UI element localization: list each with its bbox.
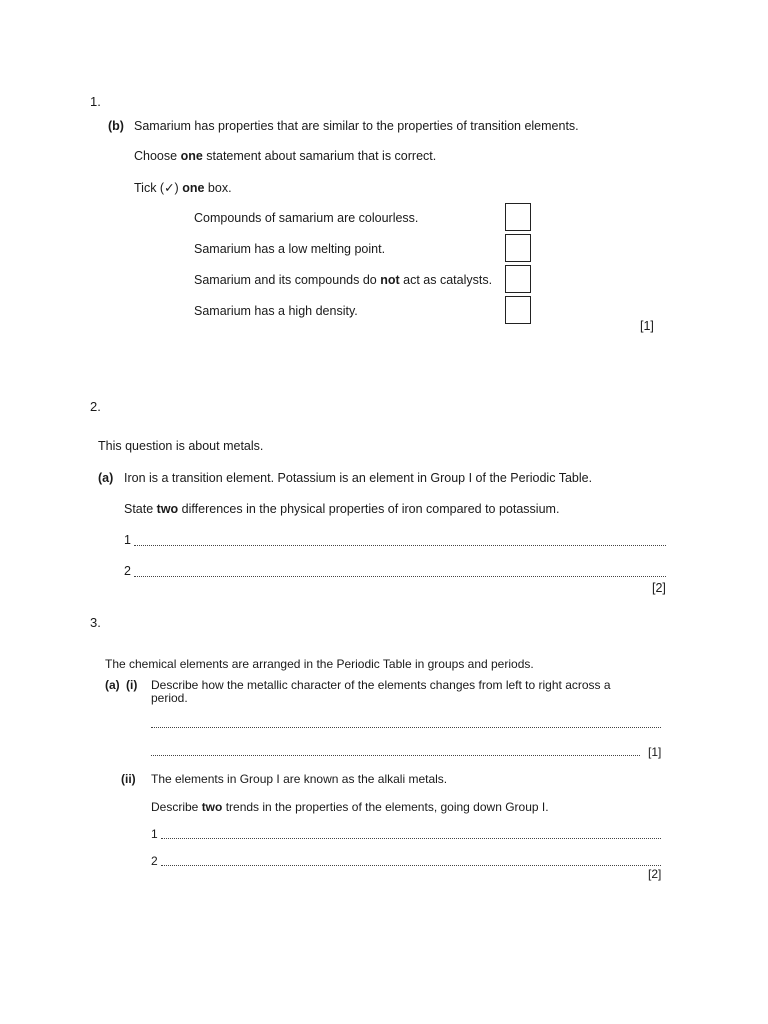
q1-instruction-text-a: Choose <box>134 149 181 163</box>
option-text: Samarium has a high density. <box>194 304 358 318</box>
q2-part-text: Iron is a transition element. Potassium is an element in Group I of the Periodic Table. <box>124 471 593 485</box>
q3-line-1-label: 1 <box>151 827 158 841</box>
q1-option-2 <box>194 242 385 256</box>
q1-instruction-text-b: statement about samarium that is correct. <box>202 149 437 163</box>
q1-tick-box-3[interactable] <box>505 265 531 293</box>
q3-part-label: (a) <box>105 678 120 692</box>
q3-sub-i-answer-line-2[interactable] <box>151 755 640 756</box>
q3-sub-i-text-1: Describe how the metallic character of the elements changes from left to right across a <box>151 678 611 692</box>
q2-answer-line-2[interactable] <box>134 576 666 577</box>
q3-intro: The chemical elements are arranged in the Periodic Table in groups and periods. <box>105 657 534 671</box>
q3-sub-ii-text: The elements in Group I are known as the alkali metals. <box>151 772 448 786</box>
q1-tick-text-a: Tick (✓) <box>134 181 183 195</box>
q3-number: 3. <box>90 615 101 630</box>
q3-describe-text-a: Describe <box>151 800 202 814</box>
q3-sub-i-answer-line-1[interactable] <box>151 727 661 728</box>
q1-marks: [1] <box>640 319 654 333</box>
q1-tick-text-b: box. <box>204 181 232 195</box>
q2-state-text-a: State <box>124 502 157 516</box>
q3-line-2-label: 2 <box>151 854 158 868</box>
q2-state-text-b: differences in the physical properties of iron compared to potassium. <box>178 502 560 516</box>
q3-describe-instruction <box>151 800 549 814</box>
q3-sub-i-marks: [1] <box>648 745 662 759</box>
q3-sub-ii-answer-line-2[interactable] <box>161 865 661 866</box>
q1-instruction-bold: one <box>180 149 203 163</box>
q1-instruction <box>134 149 436 163</box>
q1-option-4 <box>194 304 358 318</box>
option-text: Compounds of samarium are colourless. <box>194 211 419 225</box>
q3-sub-ii-answer-line-1[interactable] <box>161 838 661 839</box>
q2-line-2-label: 2 <box>124 564 131 578</box>
q3-describe-bold: two <box>201 800 223 814</box>
q2-answer-line-1[interactable] <box>134 545 666 546</box>
q3-marks: [2] <box>648 867 662 881</box>
q1-part-label: (b) <box>108 119 124 133</box>
q3-sub-ii-label: (ii) <box>121 772 136 786</box>
q1-tick-instruction <box>134 180 232 195</box>
q3-describe-text-b: trends in the properties of the elements, going down Group I. <box>222 800 549 814</box>
q2-state-instruction <box>124 502 559 516</box>
q2-line-1-label: 1 <box>124 533 131 547</box>
q2-part-label: (a) <box>98 471 114 485</box>
q1-tick-box-4[interactable] <box>505 296 531 324</box>
q2-state-bold: two <box>156 502 179 516</box>
q2-intro: This question is about metals. <box>98 439 264 453</box>
q1-intro: Samarium has properties that are similar to the properties of transition elements. <box>134 119 579 133</box>
q3-sub-i-text-2: period. <box>151 691 188 705</box>
q2-number: 2. <box>90 399 101 414</box>
q2-marks: [2] <box>652 581 666 595</box>
option-text-b: act as catalysts. <box>399 273 493 287</box>
option-text-bold: not <box>380 273 400 287</box>
option-text-a: Samarium and its compounds do <box>194 273 381 287</box>
option-text: Samarium has a low melting point. <box>194 242 386 256</box>
q1-number: 1. <box>90 94 101 109</box>
q3-sub-i-label: (i) <box>126 678 138 692</box>
q1-tick-box-1[interactable] <box>505 203 531 231</box>
q1-tick-box-2[interactable] <box>505 234 531 262</box>
q1-option-1 <box>194 211 418 225</box>
q1-tick-bold: one <box>182 181 205 195</box>
q1-option-3 <box>194 273 492 287</box>
